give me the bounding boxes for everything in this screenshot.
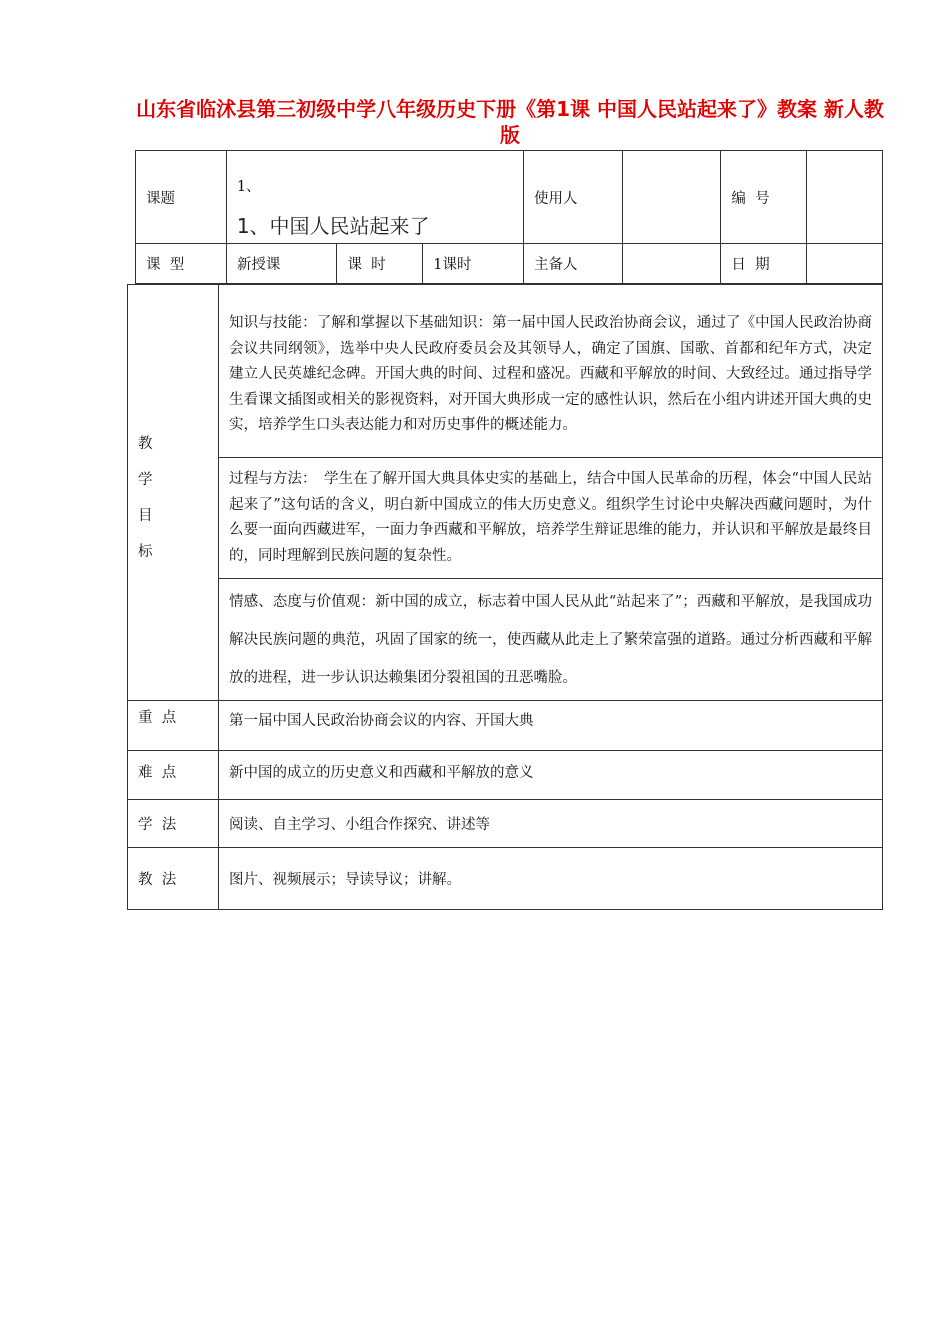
preparer-value xyxy=(622,244,721,284)
goal-process: 过程与方法： 学生在了解开国大典具体史实的基础上，结合中国人民革命的历程，体会“中国人民站起来了”这句话的含义，明白新中国成立的伟大历史意义。组织学生讨论中央解决西藏问题时，为什么要一面向西藏进军，一面力争西藏和平解放，培养学生辩证思维的能力，并认识和平解放是最终目的，同时理解到民族问题的复杂性。 xyxy=(219,458,883,579)
type-label-cell xyxy=(136,244,227,284)
key-value: 第一届中国人民政治协商会议的内容、开国大典 xyxy=(219,701,883,751)
type-value: 新授课 xyxy=(226,244,337,284)
topic-cell xyxy=(226,151,523,244)
user-label: 使用人 xyxy=(533,190,578,207)
topic-number: 1、 xyxy=(236,179,261,195)
hours-value: 1课时 xyxy=(423,244,524,284)
difficult-value: 新中国的成立的历史意义和西藏和平解放的意义 xyxy=(219,751,883,800)
study-label: 学 法 xyxy=(138,817,177,833)
key-label: 重 点 xyxy=(138,710,177,726)
topic-title: 1、中国人民站起来了 xyxy=(236,214,430,238)
goals-label-char: 学 xyxy=(138,471,153,488)
preparer-label-cell xyxy=(523,244,622,284)
serial-label: 编 号 xyxy=(731,190,770,207)
user-label-cell xyxy=(523,151,622,244)
goals-label-char: 目 xyxy=(138,507,153,524)
topic-label: 课题 xyxy=(146,190,175,207)
plan-table xyxy=(127,284,883,910)
goals-label-char: 教 xyxy=(138,435,153,452)
date-label: 日 期 xyxy=(731,257,770,273)
date-label-cell xyxy=(721,244,807,284)
study-value: 阅读、自主学习、小组合作探究、讲述等 xyxy=(219,800,883,848)
goals-label-char: 标 xyxy=(138,543,153,560)
serial-value xyxy=(807,151,883,244)
header-table xyxy=(135,150,883,284)
goal-knowledge: 知识与技能：了解和掌握以下基础知识：第一届中国人民政治协商会议，通过了《中国人民政治协商会议共同纲领》，选举中央人民政府委员会及其领导人，确定了国旗、国歌、首都和纪年方式，决定建立人民英雄纪念碑。开国大典的时间、过程和盛况。西藏和平解放的时间、大致经过。通过指导学生看课文插图或相关的影视资料，对开国大典形成一定的感性认识，然后在小组内讲述开国大典的史实，培养学生口头表达能力和对历史事件的概述能力。 xyxy=(219,285,883,458)
user-value xyxy=(622,151,721,244)
teach-label-cell xyxy=(128,848,219,910)
serial-label-cell xyxy=(721,151,807,244)
type-label: 课 型 xyxy=(146,257,185,273)
preparer-label: 主备人 xyxy=(533,257,578,273)
hours-label: 课 时 xyxy=(347,257,386,273)
teach-label: 教 法 xyxy=(138,872,177,888)
goal-emotion: 情感、态度与价值观：新中国的成立，标志着中国人民从此“站起来了”；西藏和平解放，是我国成功解决民族问题的典范，巩固了国家的统一，使西藏从此走上了繁荣富强的道路。通过分析西藏和平解放的进程，进一步认识达赖集团分裂祖国的丑恶嘴脸。 xyxy=(219,579,883,701)
teach-value: 图片、视频展示；导读导议；讲解。 xyxy=(219,848,883,910)
study-label-cell xyxy=(128,800,219,848)
date-value xyxy=(807,244,883,284)
goals-label xyxy=(128,285,219,701)
difficult-label-cell xyxy=(128,751,219,800)
hours-label-cell xyxy=(337,244,423,284)
document-title: 山东省临沭县第三初级中学八年级历史下册《第1课 中国人民站起来了》教案 新人教版 xyxy=(136,97,884,147)
topic-label-cell xyxy=(136,151,227,244)
difficult-label: 难 点 xyxy=(138,765,177,781)
key-label-cell xyxy=(128,701,219,751)
